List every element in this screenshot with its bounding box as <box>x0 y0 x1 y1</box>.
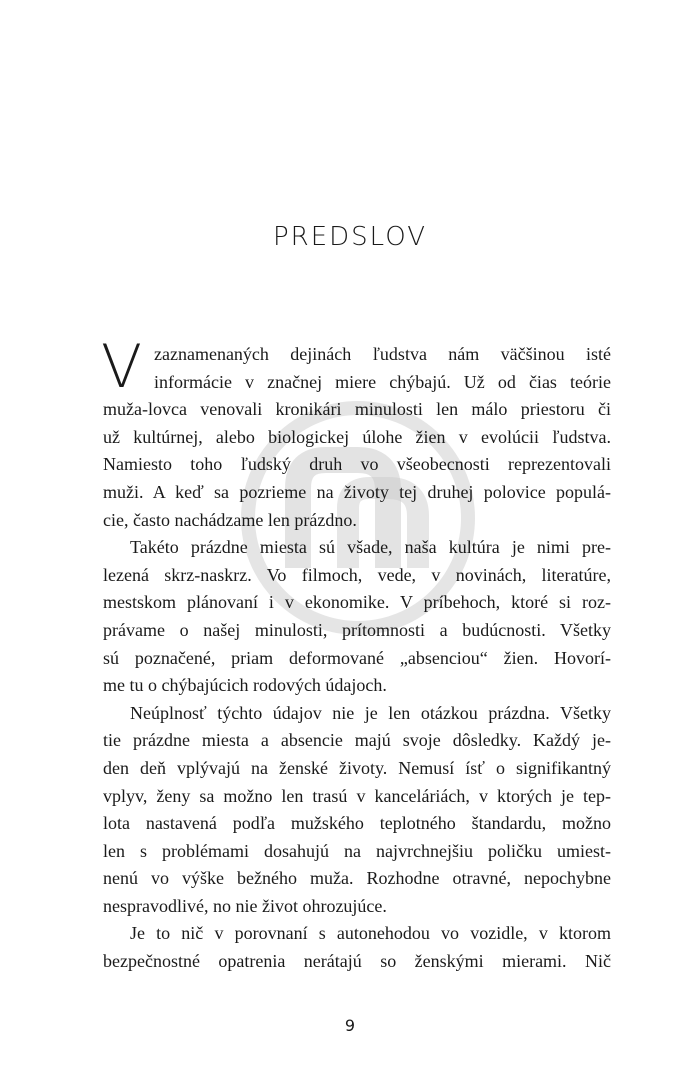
text-line: sú poznačené, priam deformované „absenciou“ žien. Hovorí- <box>103 647 611 668</box>
text-line: cie, často nachádzame len prázdno. <box>103 509 357 530</box>
paragraph-3 <box>103 700 611 921</box>
text-line: zaznamenaných dejinách ľudstva nám väčšinou isté <box>154 344 611 364</box>
text-line: me tu o chýbajúcich rodových údajoch. <box>103 675 387 696</box>
text-line: nenú vo výške bežného muža. Rozhodne otravné, nepochybne <box>103 868 611 889</box>
paragraph-4 <box>103 920 611 975</box>
text-line: vplyv, ženy sa možno len trasú v kanceláriách, v ktorých je tep- <box>103 785 611 806</box>
text-line: muža-lovca venovali kronikári minulosti len málo priestoru či <box>103 399 611 420</box>
text-line: muži. A keď sa pozrieme na životy tej druhej polovice populá- <box>103 481 611 502</box>
text-line: lezená skrz-naskrz. Vo filmoch, vede, v novinách, literatúre, <box>103 564 611 585</box>
drop-cap: V <box>101 332 143 402</box>
text-line: Je to nič v porovnaní s autonehodou vo vozidle, v ktorom <box>130 923 611 944</box>
text-line: Namiesto toho ľudský druh vo všeobecnosti reprezentovali <box>103 454 611 475</box>
text-line: nespravodlivé, no nie život ohrozujúce. <box>103 895 387 916</box>
body-text <box>101 332 611 976</box>
paragraph-1 <box>103 341 611 534</box>
text-line: informácie v značnej miere chýbajú. Už od čias teórie <box>154 371 611 392</box>
text-line: len s problémami dosahujú na najvrchnejšiu poličku umiest- <box>103 840 611 861</box>
chapter-title: PREDSLOV <box>272 222 428 252</box>
text-line: mestskom plánovaní i v ekonomike. V príbehoch, ktoré si roz- <box>103 592 611 613</box>
text-line: bezpečnostné opatrenia nerátajú so ženskými mierami. Nič <box>103 951 611 972</box>
text-line: právame o našej minulosti, prítomnosti a budúcnosti. Všetky <box>103 619 611 640</box>
paragraph-2 <box>103 534 611 700</box>
text-line: lota nastavená podľa mužského teplotného štandardu, možno <box>103 813 611 834</box>
text-line: už kultúrnej, alebo biologickej úlohe žien v evolúcii ľudstva. <box>103 426 611 447</box>
text-line: Neúplnosť týchto údajov nie je len otázkou prázdna. Všetky <box>130 702 611 723</box>
text-line: tie prázdne miesta a absencie majú svoje dôsledky. Každý je- <box>103 730 611 751</box>
text-line: Takéto prázdne miesta sú všade, naša kultúra je nimi pre- <box>130 537 611 558</box>
text-line: den deň vplývajú na ženské životy. Nemusí ísť o signifikantný <box>103 757 611 778</box>
page-number: 9 <box>344 1016 356 1035</box>
